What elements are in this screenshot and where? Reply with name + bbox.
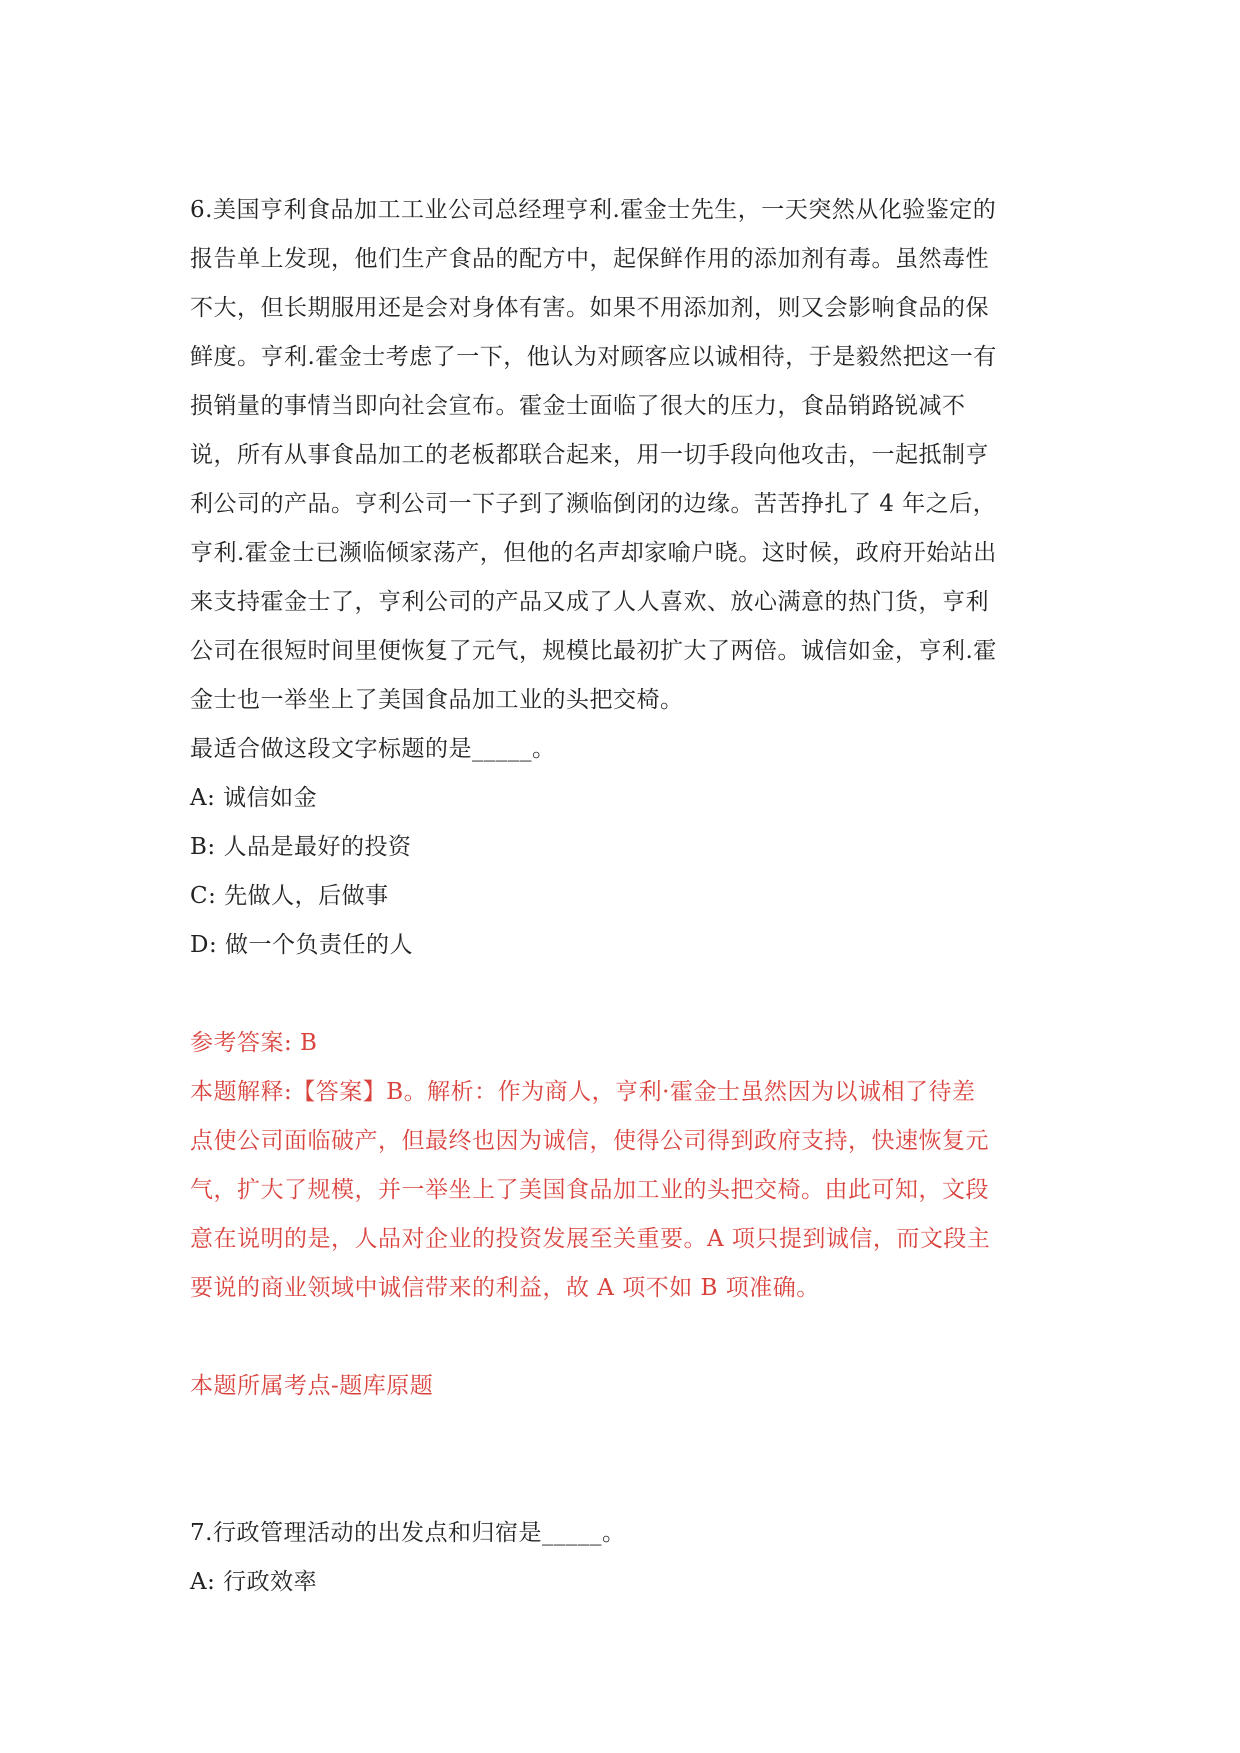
stem-line: 公司在很短时间里便恢复了元气，规模比最初扩大了两倍。诚信如金，亨利.霍 bbox=[190, 638, 997, 664]
explanation-line: 本题解释:【答案】B。解析：作为商人，亨利·霍金士虽然因为以诚相了待差 bbox=[190, 1079, 976, 1105]
topic-label: 本题所属考点-题库原题 bbox=[190, 1373, 434, 1399]
stem-line: 来支持霍金士了，亨利公司的产品又成了人人喜欢、放心满意的热门货，亨利 bbox=[190, 589, 989, 615]
option-b: B: 人品是最好的投资 bbox=[190, 834, 412, 860]
spacer bbox=[190, 970, 1060, 1019]
question-7 bbox=[190, 1509, 1060, 1607]
option-c: C: 先做人，后做事 bbox=[190, 883, 389, 909]
question-6-stem bbox=[190, 186, 1060, 725]
stem-line: 不大，但长期服用还是会对身体有害。如果不用添加剂，则又会影响食品的保 bbox=[190, 295, 989, 321]
explanation-line: 意在说明的是，人品对企业的投资发展至关重要。A 项只提到诚信，而文段主 bbox=[190, 1226, 991, 1252]
explanation-line: 要说的商业领域中诚信带来的利益，故 A 项不如 B 项准确。 bbox=[190, 1275, 820, 1301]
spacer bbox=[190, 1313, 1060, 1362]
stem-line: 说，所有从事食品加工的老板都联合起来，用一切手段向他攻击，一起抵制亨 bbox=[190, 442, 989, 468]
stem-line: 报告单上发现，他们生产食品的配方中，起保鲜作用的添加剂有毒。虽然毒性 bbox=[190, 246, 989, 272]
option-a: A: 诚信如金 bbox=[190, 785, 318, 811]
spacer bbox=[190, 1411, 1060, 1509]
explanation-line: 点使公司面临破产，但最终也因为诚信，使得公司得到政府支持，快速恢复元 bbox=[190, 1128, 989, 1154]
explanation bbox=[190, 1068, 1060, 1313]
option-d: D: 做一个负责任的人 bbox=[190, 932, 414, 958]
reference-answer: 参考答案: B bbox=[190, 1030, 318, 1056]
question-7-prompt: 7.行政管理活动的出发点和归宿是_____。 bbox=[190, 1520, 626, 1546]
stem-line: 鲜度。亨利.霍金士考虑了一下，他认为对顾客应以诚相待，于是毅然把这一有 bbox=[190, 344, 997, 370]
stem-line: 亨利.霍金士已濒临倾家荡产，但他的名声却家喻户晓。这时候，政府开始站出 bbox=[190, 540, 997, 566]
stem-line: 利公司的产品。亨利公司一下子到了濒临倒闭的边缘。苦苦挣扎了 4 年之后， bbox=[190, 491, 997, 517]
stem-line: 金士也一举坐上了美国食品加工业的头把交椅。 bbox=[190, 687, 684, 713]
stem-line: 6.美国亨利食品加工工业公司总经理亨利.霍金士先生，一天突然从化验鉴定的 bbox=[190, 197, 997, 223]
explanation-line: 气，扩大了规模，并一举坐上了美国食品加工业的头把交椅。由此可知，文段 bbox=[190, 1177, 989, 1203]
question-6-options bbox=[190, 774, 1060, 970]
question-6 bbox=[190, 186, 1060, 1411]
document-page bbox=[190, 186, 1060, 1607]
option-a: A: 行政效率 bbox=[190, 1569, 318, 1595]
stem-line: 损销量的事情当即向社会宣布。霍金士面临了很大的压力，食品销路锐减不 bbox=[190, 393, 966, 419]
question-6-prompt: 最适合做这段文字标题的是_____。 bbox=[190, 736, 556, 762]
